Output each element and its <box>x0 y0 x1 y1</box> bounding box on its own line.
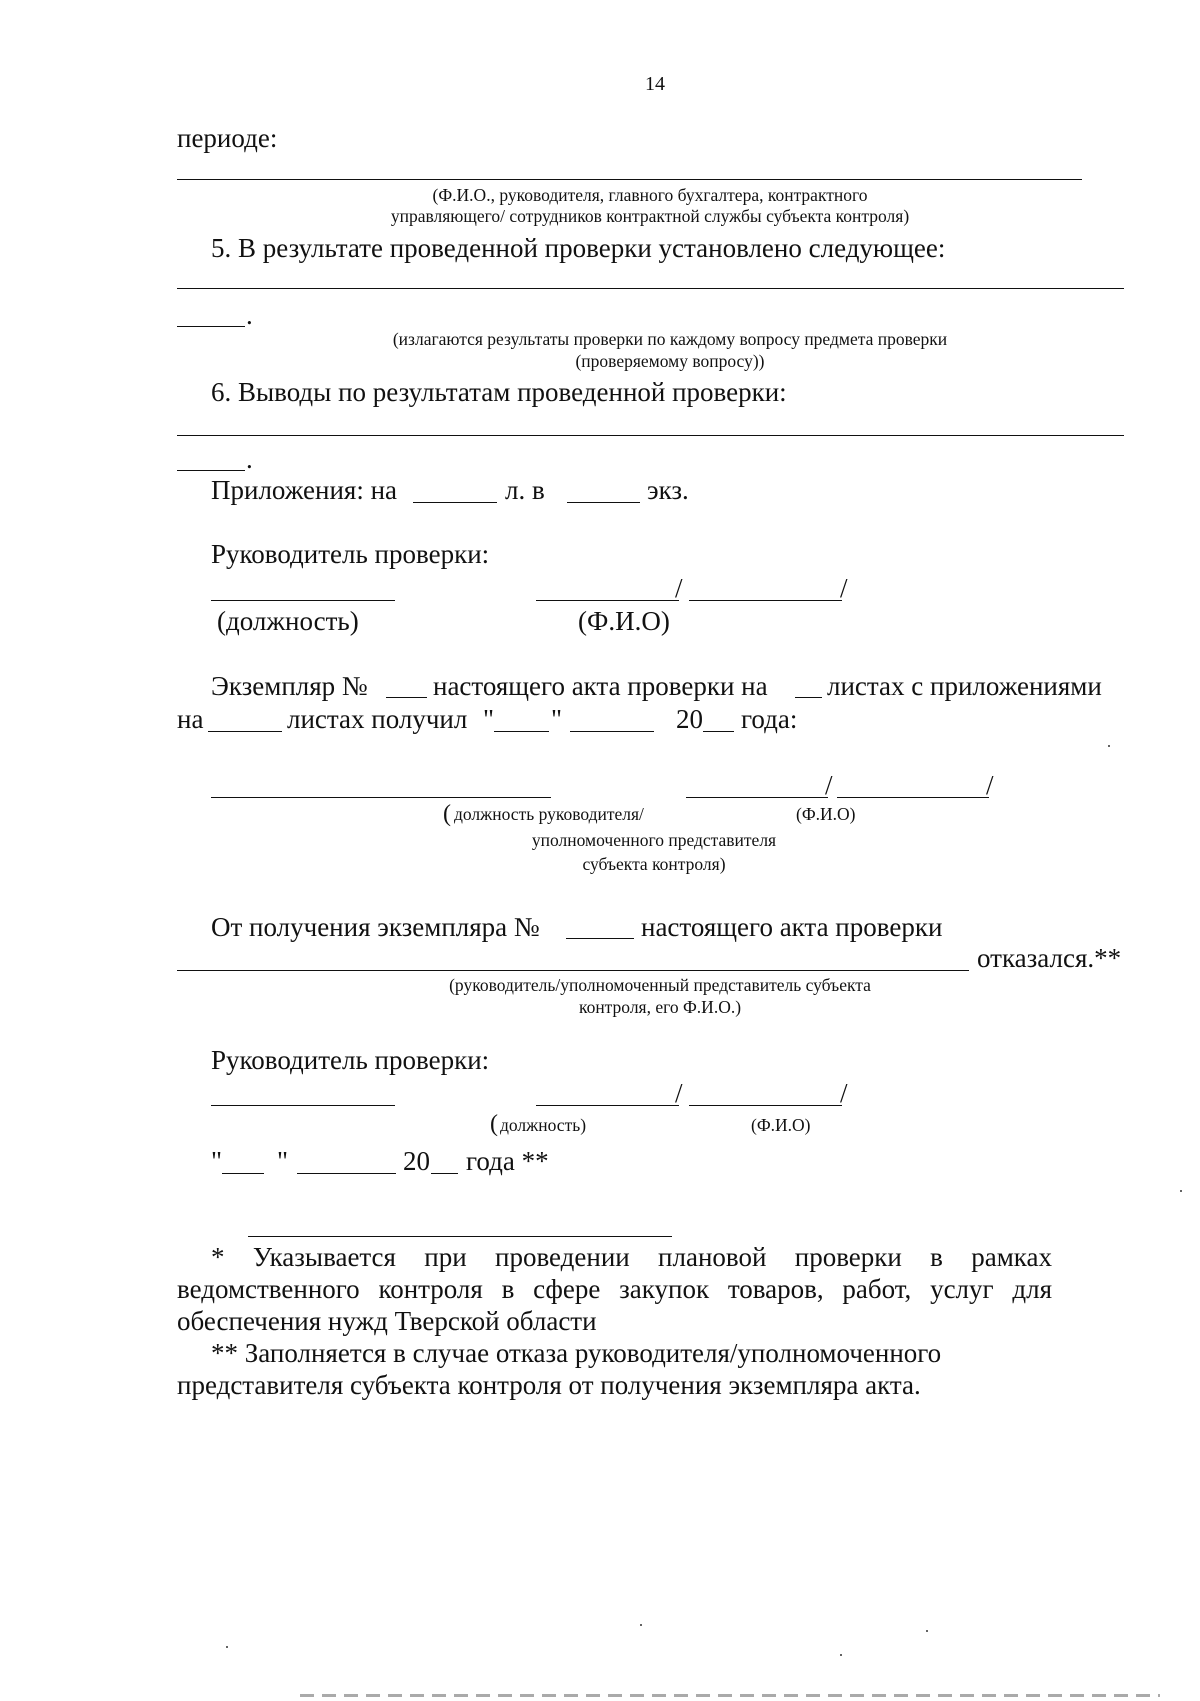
footnote-2-line-1: ** Заполняется в случае отказа руководителя/уполномоченного <box>211 1338 942 1368</box>
copy-receiver-position-blank <box>211 797 551 798</box>
copy-number-middle: настоящего акта проверки на <box>433 671 768 701</box>
period-fill-line <box>177 179 1082 180</box>
copy-receiver-fio-blank-a <box>686 797 828 798</box>
inspector-2-fio-caption: (Ф.И.О) <box>751 1115 811 1135</box>
inspector-1-position-caption: (должность) <box>217 606 359 636</box>
section-5-caption-line-2: (проверяемому вопросу)) <box>575 351 765 371</box>
inspector-1-slash-1: / <box>675 573 683 603</box>
copy-receiver-fio-blank-b <box>837 797 989 798</box>
refusal-refused: отказался.** <box>977 943 1122 973</box>
page-number: 14 <box>645 73 665 95</box>
attachments-copies-blank <box>567 502 640 503</box>
copy-date-year-suffix: года: <box>741 704 798 734</box>
attachments-middle: л. в <box>505 475 545 505</box>
inspector-1-fio-blank-a <box>536 600 679 601</box>
section-6-heading: 6. Выводы по результатам проведенной проверки: <box>211 377 787 407</box>
copy-sheets-blank <box>795 697 822 698</box>
inspector-title-2: Руководитель проверки: <box>211 1045 490 1075</box>
scan-speck <box>226 1646 228 1648</box>
footnote-2 <box>177 1337 1052 1401</box>
inspector-2-fio-blank-b <box>689 1105 842 1106</box>
period-label: периоде: <box>177 123 278 153</box>
copy-caption-paren: ( <box>443 801 451 827</box>
inspector-2-date-day-blank <box>222 1173 264 1174</box>
inspector-2-date-year-prefix: 20 <box>403 1146 430 1176</box>
refusal-caption-line-1: (руководитель/уполномоченный представитель субъекта <box>449 975 871 995</box>
scan-speck <box>1180 1190 1182 1192</box>
copy-number-blank <box>386 697 427 698</box>
copy-date-day-blank <box>494 731 549 732</box>
attachments-prefix: Приложения: на <box>211 475 398 505</box>
scan-bleed-through <box>300 1694 1160 1697</box>
period-caption-line-2: управляющего/ сотрудников контрактной службы субъекта контроля) <box>390 206 910 226</box>
section-5-fill-line-1 <box>177 288 1124 289</box>
scan-speck <box>640 1624 642 1626</box>
section-6-end-dot: . <box>246 444 253 474</box>
inspector-2-position-caption: должность) <box>500 1115 587 1135</box>
copy-date-month-blank <box>570 731 654 732</box>
footnote-1-line-2: ведомственного контроля в сфере закупок товаров, работ, услуг для <box>177 1274 1052 1304</box>
inspector-2-fio-blank-a <box>536 1105 679 1106</box>
section-5-fill-line-2 <box>177 326 245 327</box>
scan-speck <box>926 1630 928 1632</box>
section-5-caption-line-1: (излагаются результаты проверки по каждому вопросу предмета проверки <box>392 329 948 349</box>
footnote-1-line-1: * Указывается при проведении плановой проверки в рамках <box>211 1242 1052 1272</box>
scan-speck <box>840 1654 842 1656</box>
inspector-1-fio-blank-b <box>689 600 842 601</box>
attachments-suffix: экз. <box>647 475 689 505</box>
copy-line2-prefix: на <box>177 704 204 734</box>
refusal-copy-number-blank <box>566 938 634 939</box>
copy-date-quote-open: " <box>483 704 495 734</box>
inspector-2-position-blank <box>211 1105 395 1106</box>
inspector-2-date-quote-open: " <box>211 1146 223 1176</box>
inspector-2-slash-1: / <box>675 1078 683 1108</box>
footnote-1-line-3: обеспечения нужд Тверской области <box>177 1306 597 1336</box>
refusal-caption-line-2: контроля, его Ф.И.О.) <box>578 997 742 1017</box>
footnote-separator <box>248 1236 672 1237</box>
inspector-1-position-blank <box>211 600 395 601</box>
refusal-prefix: От получения экземпляра № <box>211 912 540 942</box>
inspector-2-date-quote-close: " <box>277 1146 289 1176</box>
copy-line2-sheets-blank <box>208 731 282 732</box>
section-6-fill-line-1 <box>177 435 1124 436</box>
section-5-end-dot: . <box>246 300 253 330</box>
section-6-fill-line-2 <box>177 470 245 471</box>
copy-caption-position-line-3: субъекта контроля) <box>582 854 726 874</box>
refusal-suffix: настоящего акта проверки <box>641 912 943 942</box>
copy-caption-fio: (Ф.И.О) <box>796 804 856 824</box>
inspector-1-fio-caption: (Ф.И.О) <box>578 606 670 636</box>
copy-date-year-prefix: 20 <box>676 704 703 734</box>
inspector-title-1: Руководитель проверки: <box>211 539 490 569</box>
section-5-heading: 5. В результате проведенной проверки установлено следующее: <box>211 233 946 263</box>
footnote-1 <box>177 1241 1052 1337</box>
copy-receiver-slash-2: / <box>986 770 994 800</box>
inspector-2-date-year-blank <box>431 1173 458 1174</box>
copy-number-suffix: листах с приложениями <box>827 671 1102 701</box>
copy-caption-position-line-1: должность руководителя/ <box>454 804 644 824</box>
scan-speck <box>1108 745 1110 747</box>
refusal-person-blank <box>177 970 969 971</box>
copy-date-quote-close: " <box>551 704 563 734</box>
copy-caption-position-line-2: уполномоченного представителя <box>531 830 777 850</box>
copy-number-prefix: Экземпляр № <box>211 671 368 701</box>
inspector-2-date-year-suffix: года ** <box>466 1146 549 1176</box>
footnote-2-line-2: представителя субъекта контроля от получения экземпляра акта. <box>177 1370 921 1400</box>
inspector-2-date-month-blank <box>297 1173 396 1174</box>
copy-receiver-slash-1: / <box>825 770 833 800</box>
copy-line2-received: листах получил <box>287 704 468 734</box>
attachments-sheets-blank <box>413 502 497 503</box>
inspector-2-caption-paren: ( <box>490 1111 498 1137</box>
inspector-2-slash-2: / <box>840 1078 848 1108</box>
inspector-1-slash-2: / <box>840 573 848 603</box>
copy-date-year-blank <box>703 731 734 732</box>
period-caption-line-1: (Ф.И.О., руководителя, главного бухгалтера, контрактного <box>432 185 868 205</box>
